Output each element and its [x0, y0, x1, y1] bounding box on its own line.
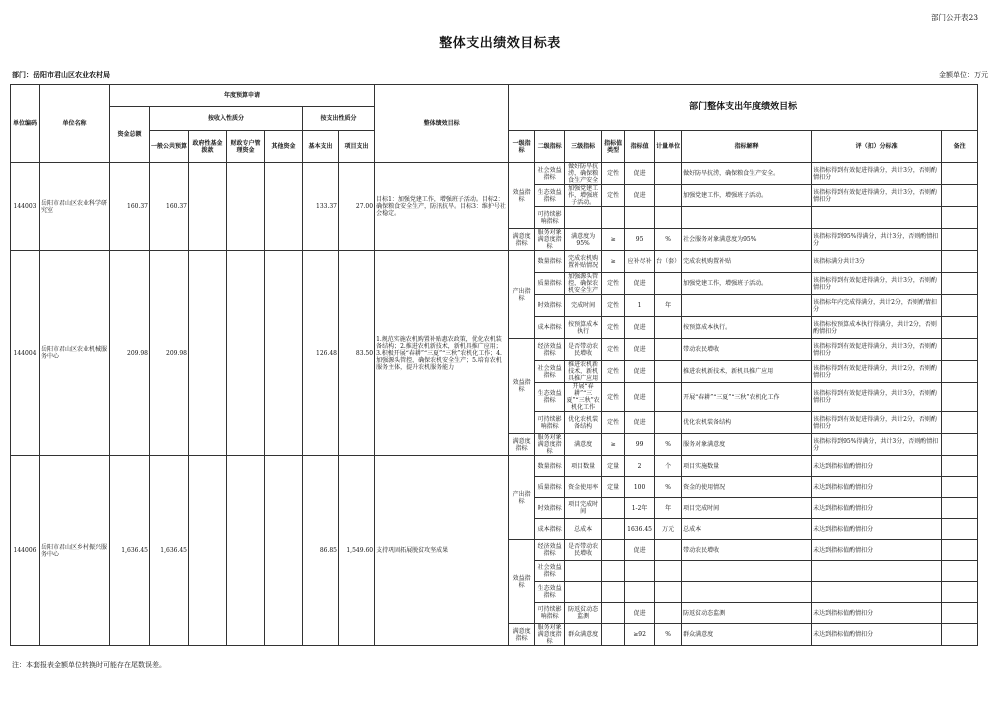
level2-indicator: 成本指标 — [535, 317, 565, 339]
value-type — [602, 561, 625, 582]
measure-unit: 年 — [655, 295, 682, 317]
level2-indicator: 成本指标 — [535, 519, 565, 540]
level3-indicator: 满意度 — [565, 434, 602, 456]
level3-indicator: 完成农机购置补贴情况 — [565, 251, 602, 273]
indicator-value: 99 — [625, 434, 655, 456]
indicator-explanation: 总成本 — [682, 519, 812, 540]
header-project-expense: 项目支出 — [339, 131, 375, 163]
remark-cell — [942, 603, 978, 624]
gov-fund-amount — [189, 251, 227, 456]
indicator-value: 促进 — [625, 412, 655, 434]
scoring-criteria: 未达到指标值酌情扣分 — [812, 456, 942, 477]
value-type: 定量 — [602, 477, 625, 498]
indicator-explanation: 资金的使用情况 — [682, 477, 812, 498]
project-expense: 1,549.60 — [339, 456, 375, 646]
remark-cell — [942, 163, 978, 185]
indicator-value: 促进 — [625, 383, 655, 412]
level2-indicator: 生态效益指标 — [535, 582, 565, 603]
indicator-explanation — [682, 561, 812, 582]
measure-unit: 台（套） — [655, 251, 682, 273]
level3-indicator: 做好防旱抗涝，确保粮食生产安全 — [565, 163, 602, 185]
scoring-criteria: 该指标得到有效促进得满分，共计3分，否则酌情扣分 — [812, 163, 942, 185]
level3-indicator: 满意度为95% — [565, 229, 602, 251]
level2-indicator: 经济效益指标 — [535, 540, 565, 561]
general-budget: 160.37 — [150, 163, 189, 251]
basic-expense: 86.85 — [303, 456, 339, 646]
scoring-criteria: 该指标满分共计3分 — [812, 251, 942, 273]
measure-unit: 万元 — [655, 519, 682, 540]
value-type — [602, 540, 625, 561]
level2-indicator: 社会效益指标 — [535, 361, 565, 383]
level2-indicator: 服务对象满意度指标 — [535, 624, 565, 646]
project-expense: 27.00 — [339, 163, 375, 251]
special-account-amount — [227, 456, 265, 646]
indicator-value — [625, 582, 655, 603]
indicator-explanation: 服务对象满意度 — [682, 434, 812, 456]
other-funds-amount — [265, 456, 303, 646]
measure-unit — [655, 273, 682, 295]
value-type — [602, 603, 625, 624]
other-funds-amount — [265, 163, 303, 251]
measure-unit — [655, 540, 682, 561]
header-value: 指标值 — [625, 131, 655, 163]
remark-cell — [942, 561, 978, 582]
unit-name: 岳阳市君山区农业科学研究室 — [40, 163, 110, 251]
indicator-explanation — [682, 207, 812, 229]
level1-indicator: 产出指标 — [509, 251, 535, 339]
header-level2: 二级指标 — [535, 131, 565, 163]
remark-cell — [942, 251, 978, 273]
value-type: ≥ — [602, 434, 625, 456]
total-funds: 160.37 — [110, 163, 150, 251]
level2-indicator: 经济效益指标 — [535, 339, 565, 361]
level3-indicator: 项目完成时间 — [565, 498, 602, 519]
measure-unit — [655, 603, 682, 624]
unit-name: 岳阳市君山区农业机械服务中心 — [40, 251, 110, 456]
level1-indicator: 效益指标 — [509, 339, 535, 434]
gov-fund-amount — [189, 456, 227, 646]
level2-indicator: 数量指标 — [535, 456, 565, 477]
special-account-amount — [227, 163, 265, 251]
value-type: ≥ — [602, 251, 625, 273]
level1-indicator: 效益指标 — [509, 540, 535, 624]
indicator-explanation: 推进农机新技术，新机具推广应用 — [682, 361, 812, 383]
level3-indicator — [565, 582, 602, 603]
level3-indicator: 完成时间 — [565, 295, 602, 317]
measure-unit — [655, 412, 682, 434]
department-label: 部门：岳阳市君山区农业农村局 — [12, 70, 110, 79]
remark-cell — [942, 498, 978, 519]
remark-cell — [942, 383, 978, 412]
level1-indicator: 满意度指标 — [509, 229, 535, 251]
level2-indicator: 时效指标 — [535, 498, 565, 519]
scoring-criteria: 未达到指标值酌情扣分 — [812, 540, 942, 561]
indicator-explanation: 项目完成时间 — [682, 498, 812, 519]
indicator-value: 1-2年 — [625, 498, 655, 519]
level2-indicator: 可持续影响指标 — [535, 207, 565, 229]
indicator-value: 促进 — [625, 163, 655, 185]
header-level1: 一级指标 — [509, 131, 535, 163]
remark-cell — [942, 582, 978, 603]
unit-code: 144004 — [11, 251, 40, 456]
level2-indicator: 生态效益指标 — [535, 185, 565, 207]
scoring-criteria: 未达到指标值酌情扣分 — [812, 603, 942, 624]
level3-indicator: 加强党建工作，增强班子活动。 — [565, 185, 602, 207]
indicator-explanation: 优化农机装备结构 — [682, 412, 812, 434]
measure-unit: % — [655, 434, 682, 456]
measure-unit: 个 — [655, 456, 682, 477]
value-type: 定性 — [602, 185, 625, 207]
general-budget: 1,636.45 — [150, 456, 189, 646]
remark-cell — [942, 361, 978, 383]
indicator-value: 促进 — [625, 317, 655, 339]
value-type: 定性 — [602, 412, 625, 434]
indicator-explanation: 项目实施数量 — [682, 456, 812, 477]
overall-goal: 1.规范实施农机购置补贴惠农政策，优化农机装备结构；2.推进农机新技术，新机具推广应用；3.积极开展“春耕”“三夏”“三秋”农机化工作；4.加强源头管控，确保农机安全生产；5.培育农机服务主体，提升农机服务能力 — [375, 251, 509, 456]
value-type: 定性 — [602, 361, 625, 383]
total-funds: 1,636.45 — [110, 456, 150, 646]
scoring-criteria: 该指标得到有效促进得满分，共计3分，否则酌情扣分 — [812, 383, 942, 412]
level2-indicator: 服务对象满意度指标 — [535, 434, 565, 456]
remark-cell — [942, 207, 978, 229]
page-title: 整体支出绩效目标表 — [439, 36, 561, 51]
indicator-explanation: 做好防旱抗涝，确保粮食生产安全。 — [682, 163, 812, 185]
indicator-value: 促进 — [625, 185, 655, 207]
table-row — [11, 456, 978, 477]
header-general-budget: 一般公共预算 — [150, 131, 189, 163]
level3-indicator: 是否带动农民增收 — [565, 339, 602, 361]
overall-goal: 支持巩固拓展脱贫攻坚成果 — [375, 456, 509, 646]
value-type: 定量 — [602, 456, 625, 477]
value-type: 定性 — [602, 163, 625, 185]
remark-cell — [942, 317, 978, 339]
level3-indicator: 是否带动农民增收 — [565, 540, 602, 561]
scoring-criteria: 该指标得到95%得满分，共计3分，否则酌情扣分 — [812, 229, 942, 251]
remark-cell — [942, 295, 978, 317]
scoring-criteria: 该指标得到有效促进得满分，共计3分，否则酌情扣分 — [812, 185, 942, 207]
scoring-criteria: 该指标得到有效促进得满分，共计3分，否则酌情扣分 — [812, 273, 942, 295]
header-by-expense-nature: 按支出性质分 — [303, 107, 375, 131]
remark-cell — [942, 540, 978, 561]
level1-indicator: 满意度指标 — [509, 434, 535, 456]
general-budget: 209.98 — [150, 251, 189, 456]
value-type: 定性 — [602, 295, 625, 317]
header-level3: 三级指标 — [565, 131, 602, 163]
unit-code: 144006 — [11, 456, 40, 646]
page-number: 部门公开表23 — [930, 13, 978, 22]
remark-cell — [942, 339, 978, 361]
level2-indicator: 服务对象满意度指标 — [535, 229, 565, 251]
scoring-criteria: 未达到指标值酌情扣分 — [812, 477, 942, 498]
remark-cell — [942, 624, 978, 646]
level1-indicator: 产出指标 — [509, 456, 535, 540]
scoring-criteria: 该指标按预算成本执行得满分，共计2分，否则酌情扣分 — [812, 317, 942, 339]
value-type: 定性 — [602, 273, 625, 295]
level2-indicator: 可持续影响指标 — [535, 603, 565, 624]
header-value-type: 指标值类型 — [602, 131, 625, 163]
level2-indicator: 社会效益指标 — [535, 561, 565, 582]
measure-unit — [655, 163, 682, 185]
header-gov-fund: 政府性基金拨款 — [189, 131, 227, 163]
special-account-amount — [227, 251, 265, 456]
remark-cell — [942, 434, 978, 456]
header-remark: 备注 — [942, 131, 978, 163]
indicator-value: 促进 — [625, 273, 655, 295]
indicator-explanation: 带动农民增收 — [682, 339, 812, 361]
indicator-explanation: 完成农机购置补贴 — [682, 251, 812, 273]
value-type — [602, 624, 625, 646]
unit-code: 144003 — [11, 163, 40, 251]
scoring-criteria: 未达到指标值酌情扣分 — [812, 498, 942, 519]
header-unit-name: 单位名称 — [40, 85, 110, 163]
remark-cell — [942, 412, 978, 434]
level3-indicator: 总成本 — [565, 519, 602, 540]
header-unit-code: 单位编码 — [11, 85, 40, 163]
scoring-criteria — [812, 561, 942, 582]
scoring-criteria: 该指标得到有效促进得满分，共计2分，否则酌情扣分 — [812, 361, 942, 383]
project-expense: 83.50 — [339, 251, 375, 456]
level3-indicator: 开展“春耕”“三夏”“三秋”农机化工作 — [566, 383, 600, 411]
indicator-explanation — [682, 295, 812, 317]
indicator-explanation: 防返贫动态监测 — [682, 603, 812, 624]
level3-indicator: 加强源头管控，确保农机安全生产 — [565, 273, 602, 295]
level2-indicator: 时效指标 — [535, 295, 565, 317]
scoring-criteria — [812, 207, 942, 229]
indicator-value: 95 — [625, 229, 655, 251]
level1-indicator: 效益指标 — [509, 163, 535, 229]
level3-indicator: 推进农机新技术，新机具推广应用 — [565, 361, 602, 383]
measure-unit — [655, 207, 682, 229]
indicator-explanation: 开展“春耕”“三夏”“三秋”农机化工作 — [682, 383, 812, 412]
header-total-funds: 资金总额 — [110, 107, 150, 163]
scoring-criteria: 该指标年内完成得满分，共计2分，否则酌情扣分 — [812, 295, 942, 317]
level2-indicator: 质量指标 — [535, 273, 565, 295]
value-type — [602, 519, 625, 540]
measure-unit: % — [655, 229, 682, 251]
level3-indicator: 项目数量 — [565, 456, 602, 477]
level2-indicator: 数量指标 — [535, 251, 565, 273]
header-special-account: 财政专户管理资金 — [227, 131, 265, 163]
remark-cell — [942, 456, 978, 477]
measure-unit — [655, 561, 682, 582]
remark-cell — [942, 229, 978, 251]
footnote: 注：本套报表金额单位转换时可能存在尾数误差。 — [12, 661, 166, 669]
scoring-criteria: 未达到指标值酌情扣分 — [812, 519, 942, 540]
scoring-criteria: 该指标得到有效促进得满分，共计3分，否则酌情扣分 — [812, 339, 942, 361]
scoring-criteria: 该指标得到95%得满分，共计3分，否则酌情扣分 — [812, 434, 942, 456]
currency-unit-label: 金额单位：万元 — [939, 71, 988, 79]
indicator-value — [625, 561, 655, 582]
value-type: ≥ — [602, 229, 625, 251]
value-type: 定性 — [602, 383, 625, 412]
overall-goal: 目标1：加强党建工作，增强班子活动。目标2：确保粮食安全生产，防汛抗旱。目标3：维护号社会稳定。 — [375, 163, 509, 251]
scoring-criteria: 该指标得到有效促进得满分，共计2分，否则酌情扣分 — [812, 412, 942, 434]
basic-expense: 126.48 — [303, 251, 339, 456]
header-annual-budget: 年度预算申请 — [110, 85, 375, 107]
header-explanation: 指标解释 — [682, 131, 812, 163]
indicator-explanation: 按预算成本执行。 — [682, 317, 812, 339]
level2-indicator: 社会效益指标 — [535, 163, 565, 185]
measure-unit — [655, 361, 682, 383]
indicator-explanation: 群众满意度 — [682, 624, 812, 646]
measure-unit — [655, 339, 682, 361]
level3-indicator — [565, 561, 602, 582]
level3-indicator: 按预算成本执行 — [565, 317, 602, 339]
measure-unit — [655, 383, 682, 412]
indicator-value: ≥92 — [625, 624, 655, 646]
total-funds: 209.98 — [110, 251, 150, 456]
level3-indicator: 优化农机装备结构 — [565, 412, 602, 434]
header-other-funds: 其他资金 — [265, 131, 303, 163]
remark-cell — [942, 477, 978, 498]
header-overall-goal: 整体绩效目标 — [375, 85, 509, 163]
value-type: 定性 — [602, 339, 625, 361]
measure-unit: 年 — [655, 498, 682, 519]
level2-indicator: 可持续影响指标 — [535, 412, 565, 434]
measure-unit — [655, 185, 682, 207]
table-row — [11, 163, 978, 185]
remark-cell — [942, 185, 978, 207]
header-scoring-criteria: 评（扣）分标准 — [812, 131, 942, 163]
scoring-criteria: 未达到指标值酌情扣分 — [812, 624, 942, 646]
other-funds-amount — [265, 251, 303, 456]
indicator-value: 促进 — [625, 603, 655, 624]
indicator-value: 1 — [625, 295, 655, 317]
remark-cell — [942, 519, 978, 540]
header-dept-annual-goal: 部门整体支出年度绩效目标 — [509, 85, 978, 131]
level3-indicator: 防返贫动态监测 — [565, 603, 602, 624]
indicator-value: 应补尽补 — [625, 251, 655, 273]
value-type — [602, 207, 625, 229]
table-row — [11, 251, 978, 273]
header-measure-unit: 计量单位 — [655, 131, 682, 163]
measure-unit: % — [655, 477, 682, 498]
indicator-value: 促进 — [625, 339, 655, 361]
scoring-criteria — [812, 582, 942, 603]
indicator-value: 促进 — [625, 540, 655, 561]
indicator-value: 1636.45 — [625, 519, 655, 540]
level3-indicator: 资金使用率 — [565, 477, 602, 498]
indicator-explanation: 加强党建工作，增强班子活动。 — [682, 185, 812, 207]
measure-unit — [655, 317, 682, 339]
indicator-value: 100 — [625, 477, 655, 498]
value-type — [602, 498, 625, 519]
indicator-explanation: 加强党建工作，增强班子活动。 — [682, 273, 812, 295]
unit-name: 岳阳市君山区乡村振兴服务中心 — [40, 456, 110, 646]
level3-indicator — [565, 207, 602, 229]
measure-unit — [655, 582, 682, 603]
indicator-explanation: 社会服务对象满意度为95% — [682, 229, 812, 251]
level1-indicator: 满意度指标 — [509, 624, 535, 646]
indicator-value: 促进 — [625, 361, 655, 383]
value-type: 定性 — [602, 317, 625, 339]
indicator-explanation: 带动农民增收 — [682, 540, 812, 561]
value-type — [602, 582, 625, 603]
level3-indicator: 群众满意度 — [565, 624, 602, 646]
header-by-income-source: 按收入性质分 — [150, 107, 303, 131]
gov-fund-amount — [189, 163, 227, 251]
performance-target-table — [10, 84, 978, 646]
basic-expense: 133.37 — [303, 163, 339, 251]
header-basic-expense: 基本支出 — [303, 131, 339, 163]
indicator-explanation — [682, 582, 812, 603]
indicator-value — [625, 207, 655, 229]
indicator-value: 2 — [625, 456, 655, 477]
remark-cell — [942, 273, 978, 295]
measure-unit: % — [655, 624, 682, 646]
level2-indicator: 生态效益指标 — [535, 383, 565, 412]
level2-indicator: 质量指标 — [535, 477, 565, 498]
